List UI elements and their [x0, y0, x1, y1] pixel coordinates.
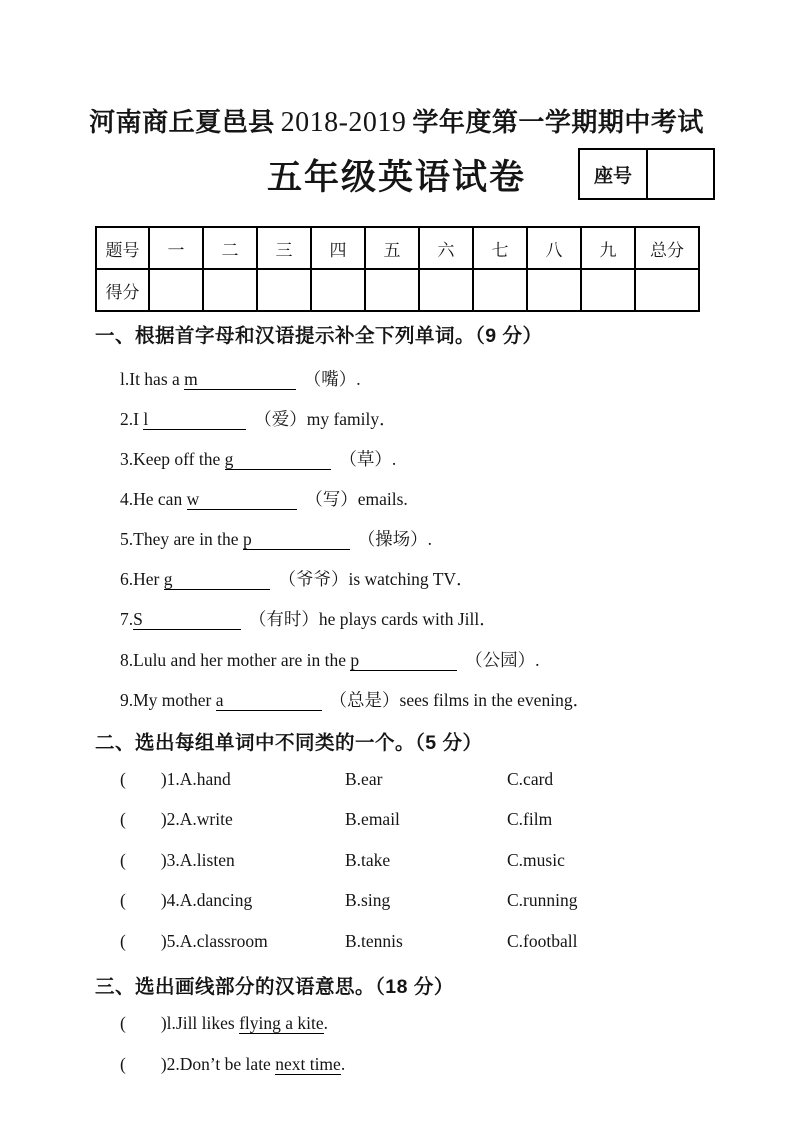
question-hint: （爷爷）is watching TV．	[278, 569, 474, 589]
score-col-header: 一	[149, 227, 203, 269]
question-hint: （草）.	[339, 449, 397, 469]
answer-blank: p	[350, 650, 457, 671]
answer-blank: S	[133, 609, 241, 630]
choice-blank-and-option-a: ( )4.A.dancing	[120, 890, 253, 910]
question-text: 4.He can	[120, 489, 187, 509]
question-hint: （写）emails.	[305, 489, 408, 509]
exam-title	[0, 102, 793, 139]
option-b: B.ear	[345, 769, 383, 789]
seat-number-label: 座号	[580, 150, 648, 198]
score-table-corner: 题号	[96, 227, 149, 269]
score-table-header-row	[96, 227, 699, 269]
score-table-score-row	[96, 269, 699, 311]
choice-blank-and-option-a: ( )5.A.classroom	[120, 931, 268, 951]
underline-question-2	[120, 1054, 345, 1075]
score-cell	[473, 269, 527, 311]
question-text: 5.They are in the	[120, 529, 243, 549]
question-hint: （总是）sees films in the evening．	[329, 690, 591, 710]
choice-question-5	[120, 931, 720, 955]
choice-question-1	[120, 769, 720, 793]
choice-blank-and-option-a: ( )2.A.write	[120, 809, 233, 829]
underlined-phrase: flying a kite	[239, 1013, 324, 1033]
score-cell	[635, 269, 699, 311]
underlined-phrase: next time	[275, 1054, 341, 1074]
fill-blank-question-7	[120, 606, 497, 631]
answer-blank: a	[216, 690, 322, 711]
question-text: 2.I	[120, 409, 144, 429]
score-col-header: 总分	[635, 227, 699, 269]
score-table	[95, 226, 700, 312]
score-col-header: 四	[311, 227, 365, 269]
underline-question-1	[120, 1013, 328, 1034]
score-col-header: 六	[419, 227, 473, 269]
score-cell	[203, 269, 257, 311]
option-b: B.take	[345, 850, 391, 870]
score-col-header: 五	[365, 227, 419, 269]
option-c: C.film	[507, 809, 553, 829]
section3-heading: 三、选出画线部分的汉语意思。（18 分）	[95, 976, 454, 998]
option-c: C.football	[507, 931, 578, 951]
fill-blank-question-5	[120, 526, 432, 551]
score-cell	[149, 269, 203, 311]
question-text: ( )l.Jill likes	[120, 1013, 240, 1033]
choice-question-2	[120, 809, 720, 833]
question-text: ( )2.Don’t be late	[120, 1054, 276, 1074]
question-text: 6.Her	[120, 569, 164, 589]
option-c: C.card	[507, 769, 554, 789]
exam-title-term: 学年度第一学期期中考试	[412, 107, 704, 137]
fill-blank-question-6	[120, 566, 474, 591]
choice-blank-and-option-a: ( )3.A.listen	[120, 850, 235, 870]
answer-blank: w	[187, 489, 298, 510]
fill-blank-question-8	[120, 647, 539, 672]
fill-blank-question-1	[120, 366, 361, 391]
section2-heading: 二、选出每组单词中不同类的一个。（5 分）	[95, 732, 483, 754]
score-cell	[527, 269, 581, 311]
answer-blank: m	[184, 369, 296, 390]
answer-blank: l	[143, 409, 246, 430]
score-row-label: 得分	[96, 269, 149, 311]
answer-blank: g	[164, 569, 271, 590]
choice-question-3	[120, 850, 720, 874]
question-text: 7.	[120, 609, 134, 629]
question-text: l.It has a	[120, 369, 185, 389]
seat-number-box	[578, 148, 715, 200]
question-hint: （有时）he plays cards with Jill．	[248, 609, 497, 629]
answer-blank: p	[243, 529, 350, 550]
answer-blank: g	[225, 449, 332, 470]
exam-title-year: 2018-2019	[280, 107, 407, 138]
question-text: 8.Lulu and her mother are in the	[120, 650, 351, 670]
fill-blank-question-2	[120, 406, 397, 431]
choice-question-4	[120, 890, 720, 914]
score-col-header: 二	[203, 227, 257, 269]
score-cell	[581, 269, 635, 311]
score-col-header: 三	[257, 227, 311, 269]
section1-heading: 一、根据首字母和汉语提示补全下列单词。（9 分）	[95, 325, 543, 347]
fill-blank-question-3	[120, 446, 396, 471]
seat-number-value	[648, 150, 713, 198]
question-hint: （嘴）.	[303, 369, 361, 389]
choice-blank-and-option-a: ( )1.A.hand	[120, 769, 231, 789]
score-col-header: 七	[473, 227, 527, 269]
score-col-header: 九	[581, 227, 635, 269]
question-hint: （公园）.	[465, 650, 540, 670]
fill-blank-question-4	[120, 486, 408, 511]
question-text: 9.My mother	[120, 690, 216, 710]
question-hint: （爱）my family．	[254, 409, 397, 429]
question-end: .	[323, 1013, 329, 1033]
fill-blank-question-9	[120, 687, 590, 712]
paper-subtitle: 五年级英语试卷	[266, 158, 526, 197]
question-end: .	[340, 1054, 346, 1074]
option-b: B.email	[345, 809, 400, 829]
option-c: C.music	[507, 850, 565, 870]
score-cell	[311, 269, 365, 311]
option-b: B.tennis	[345, 931, 403, 951]
option-c: C.running	[507, 890, 578, 910]
score-cell	[365, 269, 419, 311]
option-b: B.sing	[345, 890, 391, 910]
score-cell	[419, 269, 473, 311]
question-hint: （操场）.	[357, 529, 433, 549]
score-cell	[257, 269, 311, 311]
score-col-header: 八	[527, 227, 581, 269]
exam-title-region: 河南商丘夏邑县	[89, 107, 275, 137]
question-text: 3.Keep off the	[120, 449, 225, 469]
